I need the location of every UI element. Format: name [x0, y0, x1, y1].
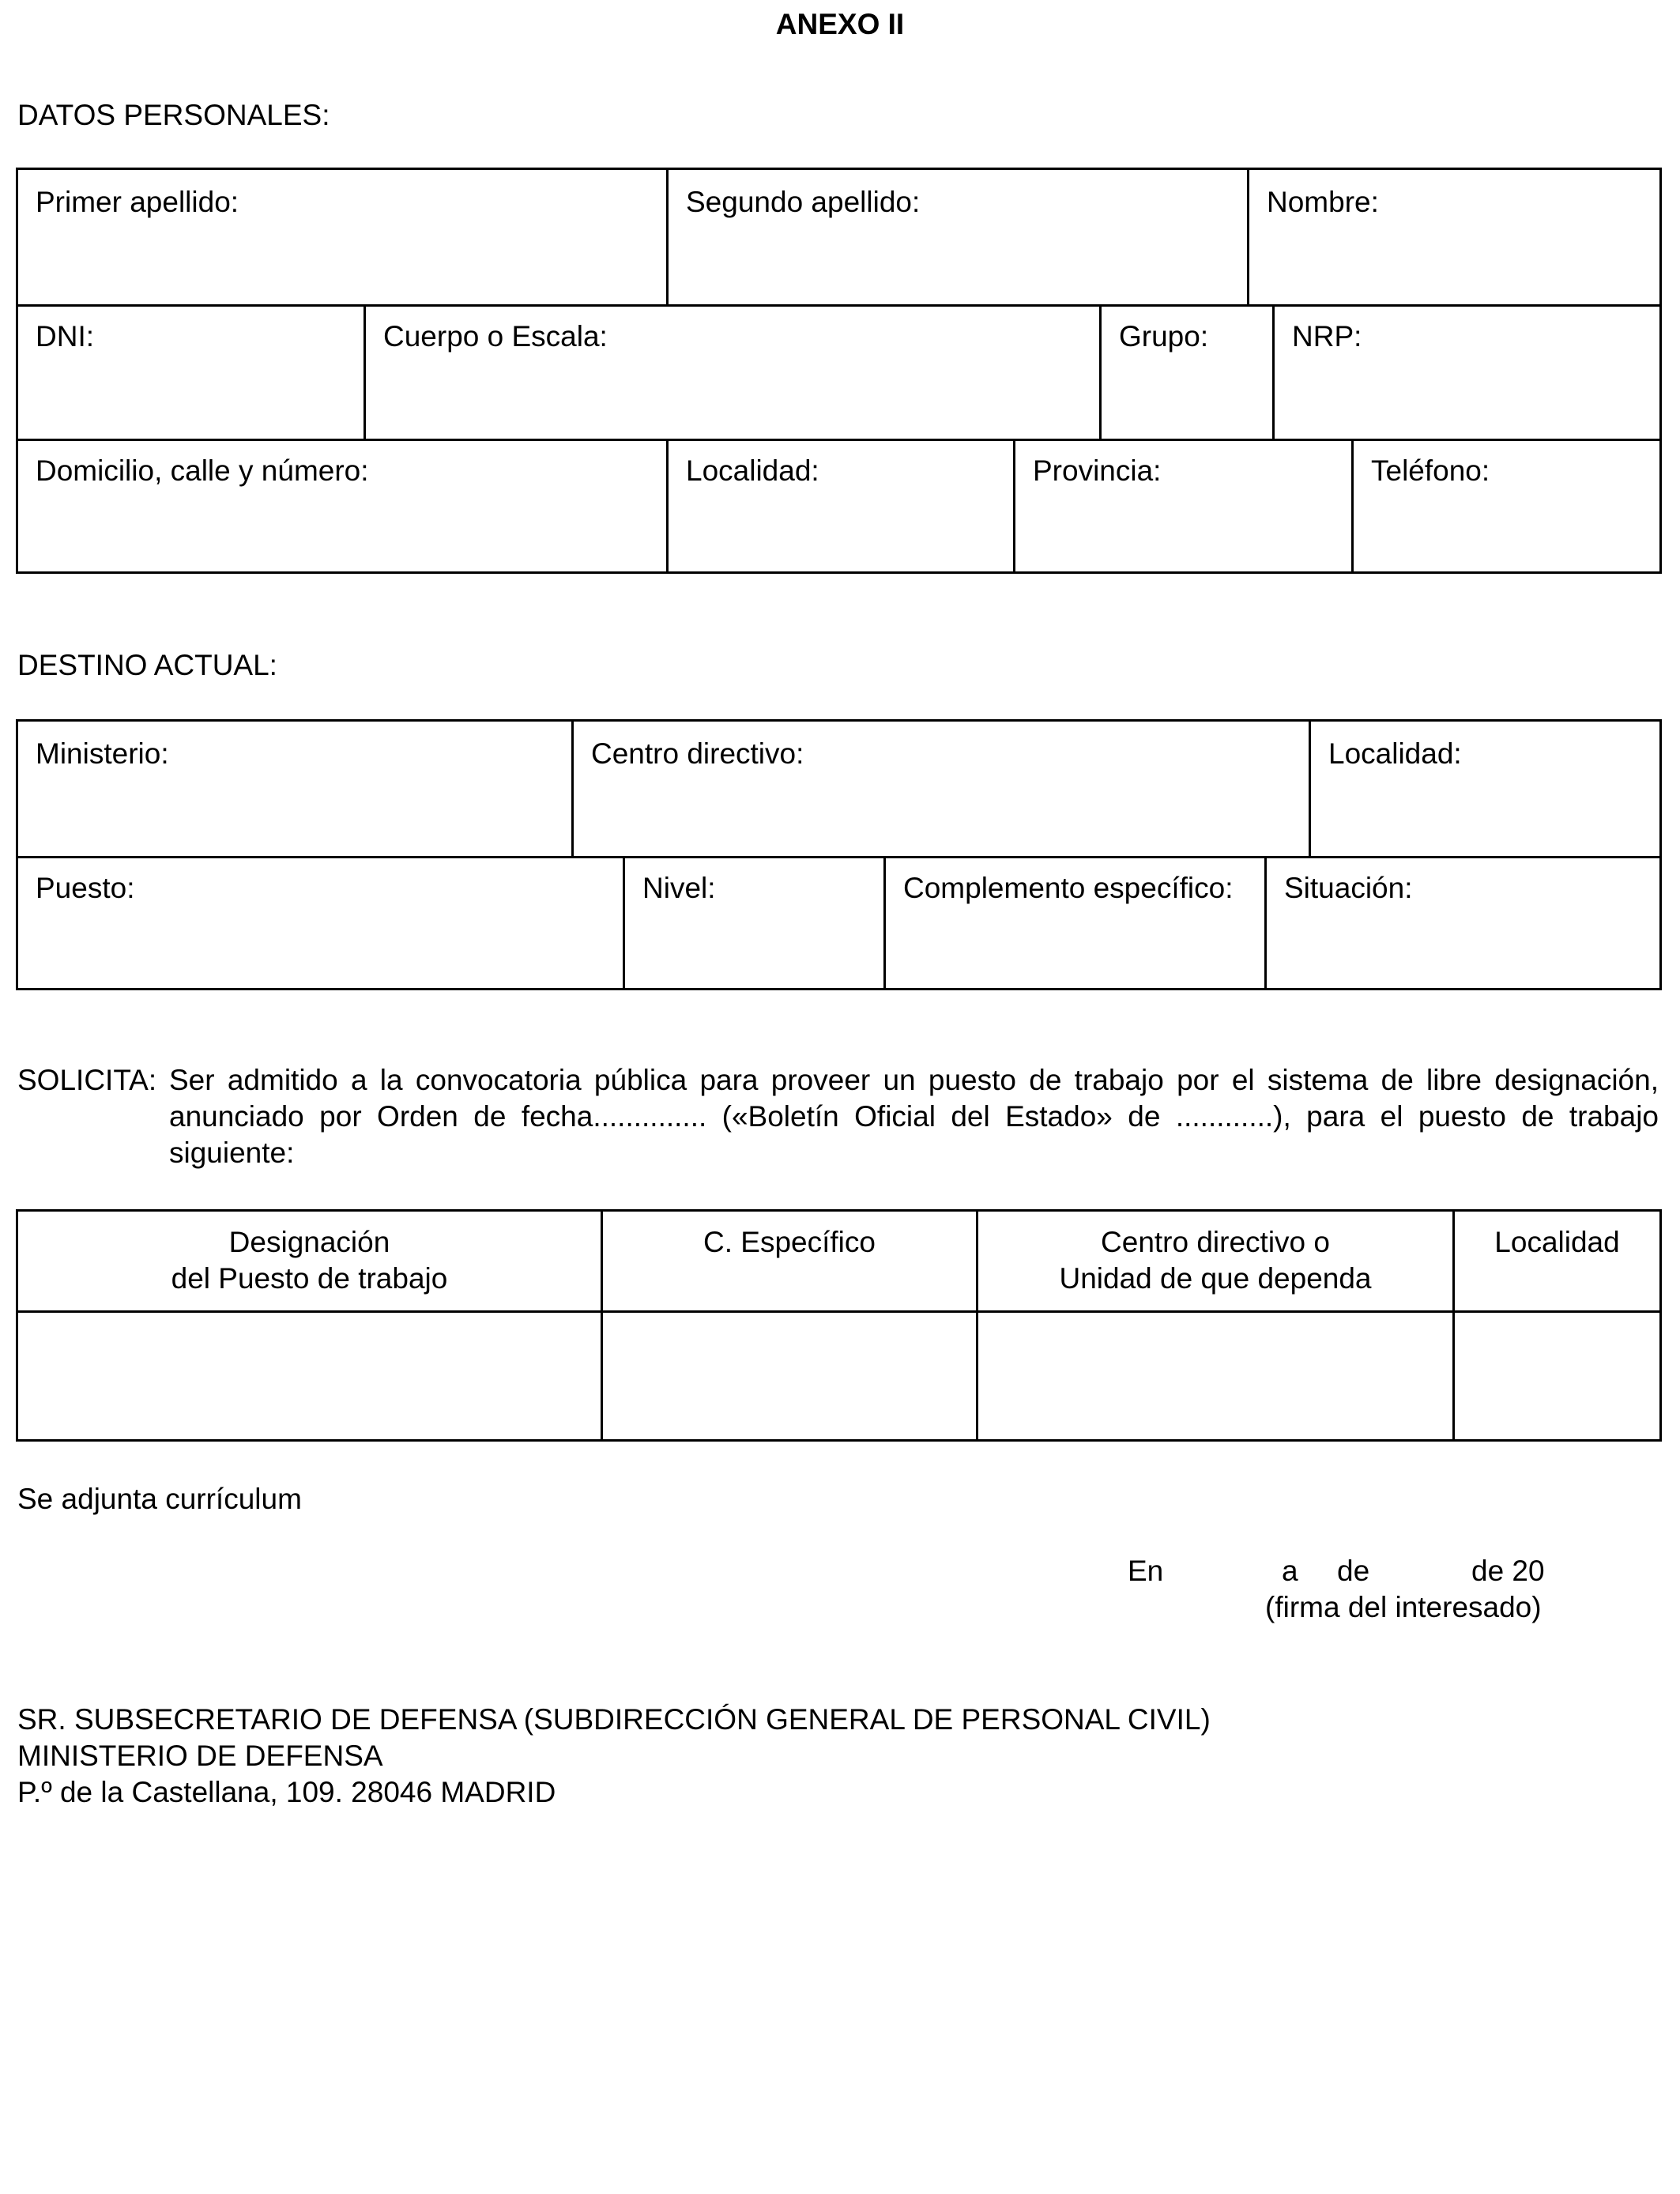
table-header-row: [18, 1212, 1659, 1313]
column-header-label: Centro directivo o Unidad de que dependa: [1059, 1226, 1372, 1295]
field-label: Complemento específico:: [903, 872, 1234, 904]
field-label: Primer apellido:: [36, 186, 239, 218]
field-centro-directivo[interactable]: [574, 722, 1311, 856]
field-grupo[interactable]: [1102, 304, 1275, 439]
field-label: Nivel:: [642, 872, 716, 904]
field-telefono[interactable]: [1354, 439, 1659, 571]
table-cell-centro-directivo[interactable]: [978, 1310, 1455, 1439]
field-nombre[interactable]: [1249, 170, 1659, 304]
form-row: [18, 722, 1659, 858]
column-header-label: Designación del Puesto de trabajo: [171, 1226, 448, 1295]
destinatario-line: P.º de la Castellana, 109. 28046 MADRID: [17, 1776, 556, 1808]
field-label: Segundo apellido:: [686, 186, 921, 218]
field-nivel[interactable]: [625, 856, 886, 988]
column-header-designacion: [18, 1212, 603, 1310]
solicita-text: Ser admitido a la convocatoria pública para proveer un puesto de trabajo por el sistema de libre designación, anunciado por Orden de fecha.............. («Boletín Oficial del Estado» de ............), para el puesto de trabajo siguiente:: [169, 1064, 1659, 1169]
column-header-label: Localidad: [1494, 1226, 1620, 1258]
section-heading-datos-personales: DATOS PERSONALES:: [17, 99, 330, 131]
field-dni[interactable]: [18, 304, 366, 439]
field-segundo-apellido[interactable]: [669, 170, 1249, 304]
fecha-de: de: [1337, 1555, 1370, 1587]
field-nrp[interactable]: [1275, 304, 1659, 439]
destinatario-line: SR. SUBSECRETARIO DE DEFENSA (SUBDIRECCIÓN GENERAL DE PERSONAL CIVIL): [17, 1703, 1211, 1736]
destinatario-line: MINISTERIO DE DEFENSA: [17, 1740, 383, 1772]
puesto-table: [16, 1209, 1662, 1442]
table-cell-designacion[interactable]: [18, 1310, 603, 1439]
section-heading-destino-actual: DESTINO ACTUAL:: [17, 649, 277, 681]
datos-personales-form: [16, 168, 1662, 574]
column-header-localidad: [1455, 1212, 1659, 1310]
form-row: [18, 170, 1659, 307]
destino-actual-form: [16, 719, 1662, 990]
form-row: [18, 439, 1659, 571]
field-label: Ministerio:: [36, 737, 169, 770]
page-title: ANEXO II: [775, 8, 905, 40]
field-domicilio[interactable]: [18, 439, 669, 571]
field-label: Grupo:: [1119, 320, 1209, 352]
field-localidad[interactable]: [669, 439, 1015, 571]
field-provincia[interactable]: [1015, 439, 1354, 571]
field-label: Puesto:: [36, 872, 135, 904]
field-cuerpo-escala[interactable]: [366, 304, 1102, 439]
field-situacion[interactable]: [1267, 856, 1659, 988]
table-cell-localidad[interactable]: [1455, 1310, 1659, 1439]
column-header-label: C. Específico: [703, 1226, 876, 1258]
curriculum-note: Se adjunta currículum: [17, 1483, 302, 1515]
field-label: Localidad:: [1328, 737, 1462, 770]
field-ministerio[interactable]: [18, 722, 574, 856]
table-row: [18, 1310, 1659, 1439]
field-label: NRP:: [1292, 320, 1362, 352]
form-row: [18, 856, 1659, 988]
column-header-centro-directivo: [978, 1212, 1455, 1310]
table-cell-c-especifico[interactable]: [603, 1310, 978, 1439]
firma-interesado: (firma del interesado): [1265, 1591, 1542, 1623]
field-label: Domicilio, calle y número:: [36, 454, 369, 487]
field-label: Teléfono:: [1371, 454, 1490, 487]
fecha-de-20: de 20: [1471, 1555, 1545, 1587]
field-localidad-destino[interactable]: [1311, 722, 1659, 856]
field-label: Localidad:: [686, 454, 819, 487]
fecha-a: a: [1282, 1555, 1298, 1587]
field-label: Nombre:: [1267, 186, 1379, 218]
form-row: [18, 304, 1659, 441]
field-label: Provincia:: [1033, 454, 1162, 487]
field-label: Cuerpo o Escala:: [383, 320, 608, 352]
field-label: Centro directivo:: [591, 737, 804, 770]
field-puesto[interactable]: [18, 856, 625, 988]
field-complemento-especifico[interactable]: [886, 856, 1267, 988]
fecha-en: En: [1128, 1555, 1164, 1587]
column-header-c-especifico: [603, 1212, 978, 1310]
solicita-label: SOLICITA:: [17, 1064, 157, 1096]
field-primer-apellido[interactable]: [18, 170, 669, 304]
field-label: Situación:: [1284, 872, 1413, 904]
field-label: DNI:: [36, 320, 94, 352]
